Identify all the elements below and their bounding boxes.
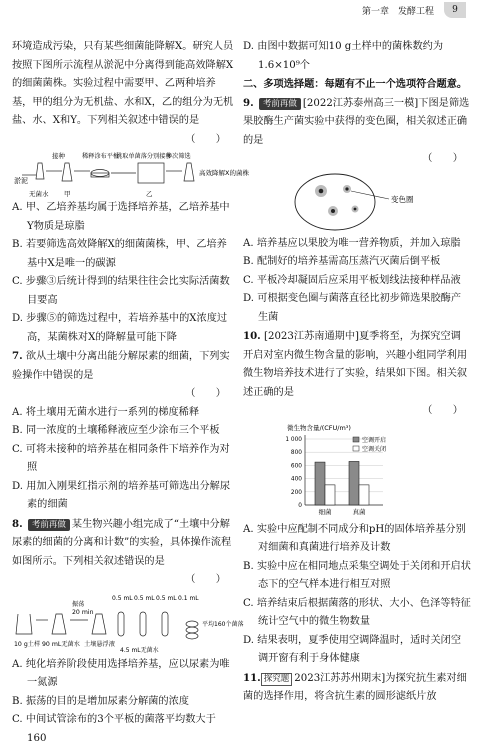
x-tick-label: 真菌: [352, 507, 366, 516]
review-tag: 考前再做: [28, 519, 70, 531]
q9-stem: 9. 考前再做 [2022江苏泰州高三一模]下图是筛选果胶酶生产菌实验中获得的变色圈，相关叙述正确的是: [243, 96, 470, 146]
mud-label: 淤泥: [14, 177, 28, 185]
q10-option-a: A. 实验中应配制不同成分和pH的固体培养基分别对细菌和真菌进行培养及计数: [243, 523, 466, 553]
q9-petri-figure: [243, 169, 471, 235]
q8-stem: 8. 考前再做 某生物兴趣小组完成了“土壤中分解尿素的细菌的分离和计数”的实验，具体操作流程如图所示。下列相关叙述错误的是: [12, 517, 232, 567]
q6-option-c: C. 步骤③后统计得到的结果往往会比实际活菌数目要高: [12, 276, 230, 306]
legend-swatch: [353, 446, 359, 451]
svg-text:变色圈: 变色圈: [391, 194, 414, 204]
answer-paren: （ ）: [422, 153, 463, 164]
q7-option-c: C. 可将未接种的培养基在相同条件下培养作为对照: [12, 443, 230, 473]
bar: [315, 462, 325, 505]
q6-option-d: D. 步骤⑤的筛选过程中，若培养基中的X浓度过高，某菌株对X的降解量可能下降: [12, 313, 228, 343]
svg-text:0.5 mL: 0.5 mL: [112, 594, 133, 602]
answer-paren: （ ）: [422, 405, 463, 416]
svg-text:挑取单菌落分别接种: 挑取单菌落分别接种: [116, 153, 172, 160]
svg-text:土壤悬浮液: 土壤悬浮液: [84, 640, 115, 648]
q7-option-d: D. 用加入刚果红指示剂的培养基可筛选出分解尿素的细菌: [12, 480, 231, 510]
svg-text:稀释涂布平板: 稀释涂布平板: [82, 153, 120, 160]
x-tick-label: 细菌: [318, 507, 332, 516]
q9-option-b: B. 配制好的培养基需高压蒸汽灭菌后倒平板: [243, 256, 441, 267]
svg-text:90 mL无菌水: 90 mL无菌水: [42, 640, 80, 648]
q6-option-b: B. 若要筛选高效降解X的细菌菌株，甲、乙培养基中X是唯一的碳源: [12, 239, 227, 269]
q10-option-c: C. 培养结束后根据菌落的形状、大小、色泽等特征统计空气中的微生物数量: [243, 597, 471, 627]
legend-label: 空调开启: [362, 436, 387, 444]
left-column: [12, 38, 249, 748]
q8-option-b: B. 振荡的目的是增加尿素分解菌的浓度: [12, 695, 189, 707]
chart-title: 微生物含量/(CFU/m³): [287, 423, 351, 432]
page-number: 9: [444, 2, 466, 18]
y-tick-label: 200: [290, 489, 302, 496]
svg-text:甲: 甲: [64, 190, 71, 198]
svg-text:20 min: 20 min: [72, 608, 94, 616]
explore-tag: 探究题: [261, 673, 293, 686]
q10-bar-chart: [243, 421, 471, 521]
y-tick-label: 600: [290, 462, 302, 469]
q7-option-a: A. 将土壤用无菌水进行一系列的梯度稀释: [12, 406, 200, 418]
svg-text:10 g土样: 10 g土样: [14, 640, 41, 648]
q9-option-d: D. 可根据变色圈与菌落直径比初步筛选果胶酶产生菌: [243, 293, 462, 323]
q6-option-a: A. 甲、乙培养基均属于选择培养基，乙培养基中Y物质是琼脂: [12, 202, 230, 232]
svg-text:无菌水: 无菌水: [29, 190, 49, 198]
section-heading: 二、多项选择题：每题有不止一个选项符合题意。: [243, 78, 468, 90]
legend-swatch: [353, 437, 359, 442]
q6-flow-figure: [12, 149, 249, 199]
q6-intro: 环境造成污染，只有某些细菌能降解X。研究人员按照下图所示流程从淤泥中分离得到能高效降解X的细菌菌株。实验过程中需要甲、乙两种培养基，甲的组分为无机盐、水和X，乙的组分为无机盐、水、X和Y。下列相关叙述中错误的是: [12, 41, 234, 126]
svg-text:0.5 mL: 0.5 mL: [134, 594, 155, 602]
svg-text:平均160个菌落: 平均160个菌落: [202, 620, 244, 628]
y-tick-label: 400: [290, 476, 302, 483]
answer-paren: （ ）: [185, 133, 226, 145]
y-tick-label: 800: [290, 449, 302, 456]
q11-stem: 11. 探究题 2023江苏苏州期末]为探究抗生素对细菌的选择作用，将含抗生素的圆形滤纸片放: [243, 671, 467, 702]
y-tick-label: 0: [298, 502, 302, 509]
q8-option-d: D. 由图中数据可知10 g土样中的菌株数约为1.6×10⁹个: [243, 41, 444, 71]
q10-option-d: D. 结果表明，夏季使用空调降温时，适时关闭空调开窗有利于身体健康: [243, 634, 462, 664]
q7-stem: 7. 欲从土壤中分离出能分解尿素的细菌，下列实验操作中错误的是: [12, 350, 230, 381]
review-tag: 考前再做: [259, 98, 301, 110]
svg-text:高效降解X的菌株: 高效降解X的菌株: [199, 169, 249, 177]
q10-option-b: B. 实验中应在相同地点采集空调处于关闭和开启状态下的空气样本进行相互对照: [243, 560, 471, 590]
svg-text:0.5 mL: 0.5 mL: [156, 594, 177, 602]
bar: [359, 484, 369, 504]
q10-stem: 10. [2023江苏南通期中]夏季将至，为探究空调开启对室内微生物含量的影响，兴趣小组同学利用微生物培养技术进行了实验，结果如下图。相关叙述正确的是: [243, 330, 468, 398]
q7-option-b: B. 同一浓度的土壤稀释液应至少涂布三个平板: [12, 425, 220, 436]
q8-option-a: A. 纯化培养阶段使用选择培养基，应以尿素为唯一氮源: [12, 658, 230, 688]
answer-paren: （ ）: [185, 388, 226, 399]
svg-text:0.1 mL: 0.1 mL: [178, 594, 199, 602]
svg-text:振荡: 振荡: [72, 600, 85, 608]
y-tick-label: 1 000: [285, 436, 302, 443]
q9-option-c: C. 平板冷却凝固后应采用平板划线法接种样品液: [243, 274, 461, 286]
chapter-title: 第一章 发酵工程: [361, 7, 434, 17]
q8-procedure-figure: [12, 590, 244, 656]
svg-text:接种: 接种: [52, 152, 65, 160]
q9-option-a: A. 培养基应以果胶为唯一营养物质，并加入琼脂: [243, 237, 461, 249]
bar: [349, 461, 359, 505]
right-column: [243, 38, 471, 707]
svg-text:乙: 乙: [146, 190, 153, 198]
bar: [325, 484, 335, 504]
q8-option-c: C. 中间试管涂布的3个平板的菌落平均数大于160: [12, 714, 216, 744]
page-header: [0, 0, 480, 22]
legend-label: 空调关闭: [362, 445, 387, 453]
svg-text:多次筛选: 多次筛选: [166, 153, 191, 160]
svg-text:4.5 mL无菌水: 4.5 mL无菌水: [120, 646, 159, 654]
answer-paren: （ ）: [185, 574, 226, 585]
